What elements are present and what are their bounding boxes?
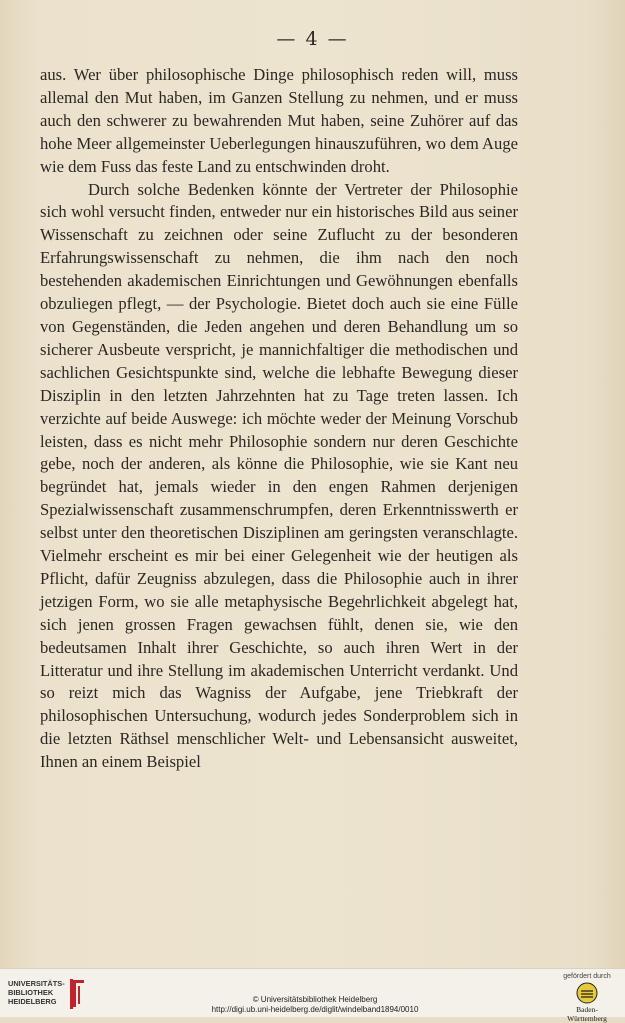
footer-bar (0, 968, 625, 1023)
sponsor-label: gefördert durch (563, 973, 611, 980)
state-crest-icon (576, 982, 598, 1004)
permalink[interactable]: http://digi.ub.uni-heidelberg.de/diglit/windelband1894/0010 (211, 1005, 419, 1014)
library-mark-icon (66, 977, 88, 1011)
copyright-text: © Universitätsbibliothek Heidelberg (252, 995, 378, 1004)
paragraph-1: aus. Wer über philosophische Dinge philosophisch reden will, muss allemal den Mut haben, im Ganzen Stellung zu nehmen, und er muss auch den schwerer zu bewahrenden Mut haben, seine Zuhörer auf das hohe Meer allgemeinster Ueberlegungen hinauszuführen, wo dem Auge wie dem Fuss das feste Land zu entschwinden droht. (40, 65, 518, 176)
paragraph-2: Durch solche Bedenken könnte der Vertreter der Philosophie sich wohl versucht finden, entweder nur ein historisches Bild aus seiner Wissenschaft zu zeichnen oder seine Zuflucht zu der besonderen Erfahrungswissenschaft zu nehmen, die ihm nach den noch bestehenden akademischen Einrichtungen und Gewöhnungen ebenfalls obzuliegen pflegt, — der Psychologie. Bietet doch auch sie eine Fülle von Gegenständen, die Jeden angehen und deren Behandlung um so sicherer Ausbeute verspricht, je mannichfaltiger die methodischen und sachlichen Gesichtspunkte sind, welche die lebhafte Bewegung dieser Disziplin in den letzten Jahrzehnten hat zu Tage treten lassen. Ich verzichte auf beide Auswege: ich möchte weder der Meinung Vorschub leisten, dass es nicht mehr Philosophie sondern nur deren Geschichte gebe, noch der anderen, als könne die Philosophie, wie sie Kant neu begründet hat, jemals wieder in den engen Rahmen derjenigen Spezialwissenschaft zusammenschrumpfen, deren Erkenntnisswerth er selbst unter den theoretischen Disziplinen am geringsten veranschlagte. Vielmehr erscheint es mir bei einer Gelegenheit wie der heutigen als Pflicht, dafür Zeugniss abzulegen, dass die Philosophie auch in ihrer jetzigen Form, wo sie alle metaphysische Begehrlichkeit abgelegt hat, sich jenen grossen Fragen gewachsen fühlt, denen sie, wie den bedeutsamen Inhalt ihrer Geschichte, so auch ihren Wert in der Litteratur und ihre Stellung im akademischen Unterricht verdankt. Und so reizt mich das Wagniss der Aufgabe, jene Triebkraft der philosophischen Untersuchung, wodurch jedes Sonderproblem sich in die letzten Räthsel menschlicher Welt- und Lebensansicht ausweitet, Ihnen an einem Beispiel (40, 179, 518, 772)
page-number: — 4 — (276, 28, 349, 50)
library-logo[interactable] (6, 977, 90, 1013)
library-logo-text: UNIVERSITÄTS- BIBLIOTHEK HEIDELBERG (8, 979, 65, 1007)
sponsor-name: Baden-Württemberg (567, 1005, 607, 1023)
footer-credit (150, 995, 480, 1015)
body-text (40, 64, 518, 774)
